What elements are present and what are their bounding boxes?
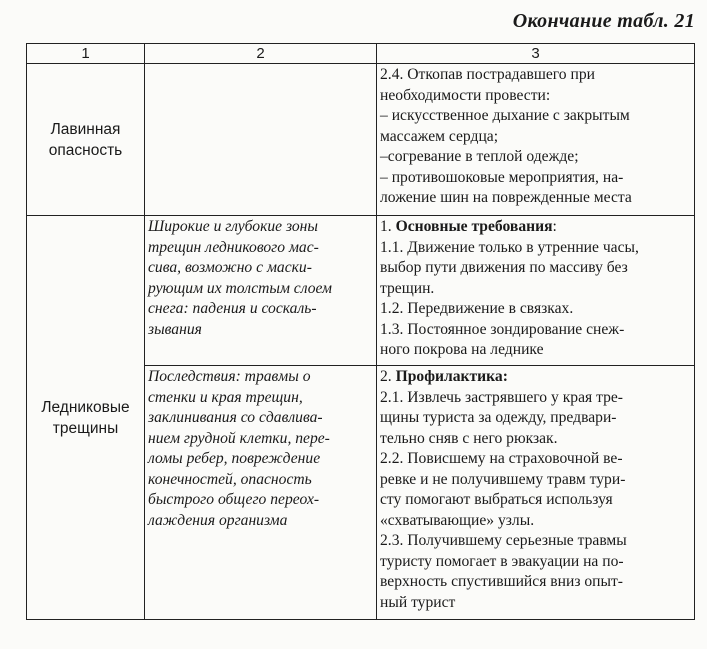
table-row-avalanche bbox=[27, 64, 695, 216]
hazard-name-avalanche: Лавинная опасность bbox=[27, 64, 145, 216]
table-row-crevasses-1 bbox=[27, 216, 695, 366]
header-col-2: 2 bbox=[145, 44, 377, 64]
measures-crevasses-requirements: 1. Основные требования: 1.1. Движение только в утренние часы, выбор пути движения по массиву без трещин. 1.2. Передвижение в связках. 1.3. Постоянное зондирование снеж- ного покрова на леднике bbox=[377, 216, 695, 366]
header-col-1: 1 bbox=[27, 44, 145, 64]
table-header-row bbox=[27, 44, 695, 64]
measures-crevasses-prevention: 2. Профилактика: 2.1. Извлечь застрявшего у края тре- щины туриста за одежду, предвари- тельно сняв с него рюкзак. 2.2. Повисшему на страховочной ве- ревке и не получившему травм тури- сту помогают выбраться используя «схватывающие» узлы. 2.3. Получившему серьезные травмы туристу помогает в эвакуации на по- верхность спустившийся вниз опыт- ный турист bbox=[377, 366, 695, 620]
hazards-table bbox=[26, 43, 695, 620]
description-avalanche bbox=[145, 64, 377, 216]
hazard-name-crevasses: Ледниковые трещины bbox=[27, 216, 145, 620]
table-caption: Окончание табл. 21 bbox=[512, 10, 695, 32]
header-col-3: 3 bbox=[377, 44, 695, 64]
description-crevasses-consequences: Последствия: травмы о стенки и края трещин, заклинивания со сдавлива- нием грудной клетки, пере- ломы ребер, повреждение конечностей, опасность быстрого общего переох- лаждения организма bbox=[145, 366, 377, 620]
requirements-heading: 1. Основные требования: bbox=[380, 218, 557, 235]
prevention-heading: 2. Профилактика: bbox=[380, 368, 508, 385]
measures-avalanche: 2.4. Откопав пострадавшего при необходимости провести: – искусственное дыхание с закрытым массажем сердца; –согревание в теплой одежде; – противошоковые мероприятия, на- ложение шин на поврежденные места bbox=[377, 64, 695, 216]
description-crevasses-zones: Широкие и глубокие зоны трещин ледникового мас- сива, возможно с маски- рующим их толстым слоем снега: падения и соскаль- зывания bbox=[145, 216, 377, 366]
